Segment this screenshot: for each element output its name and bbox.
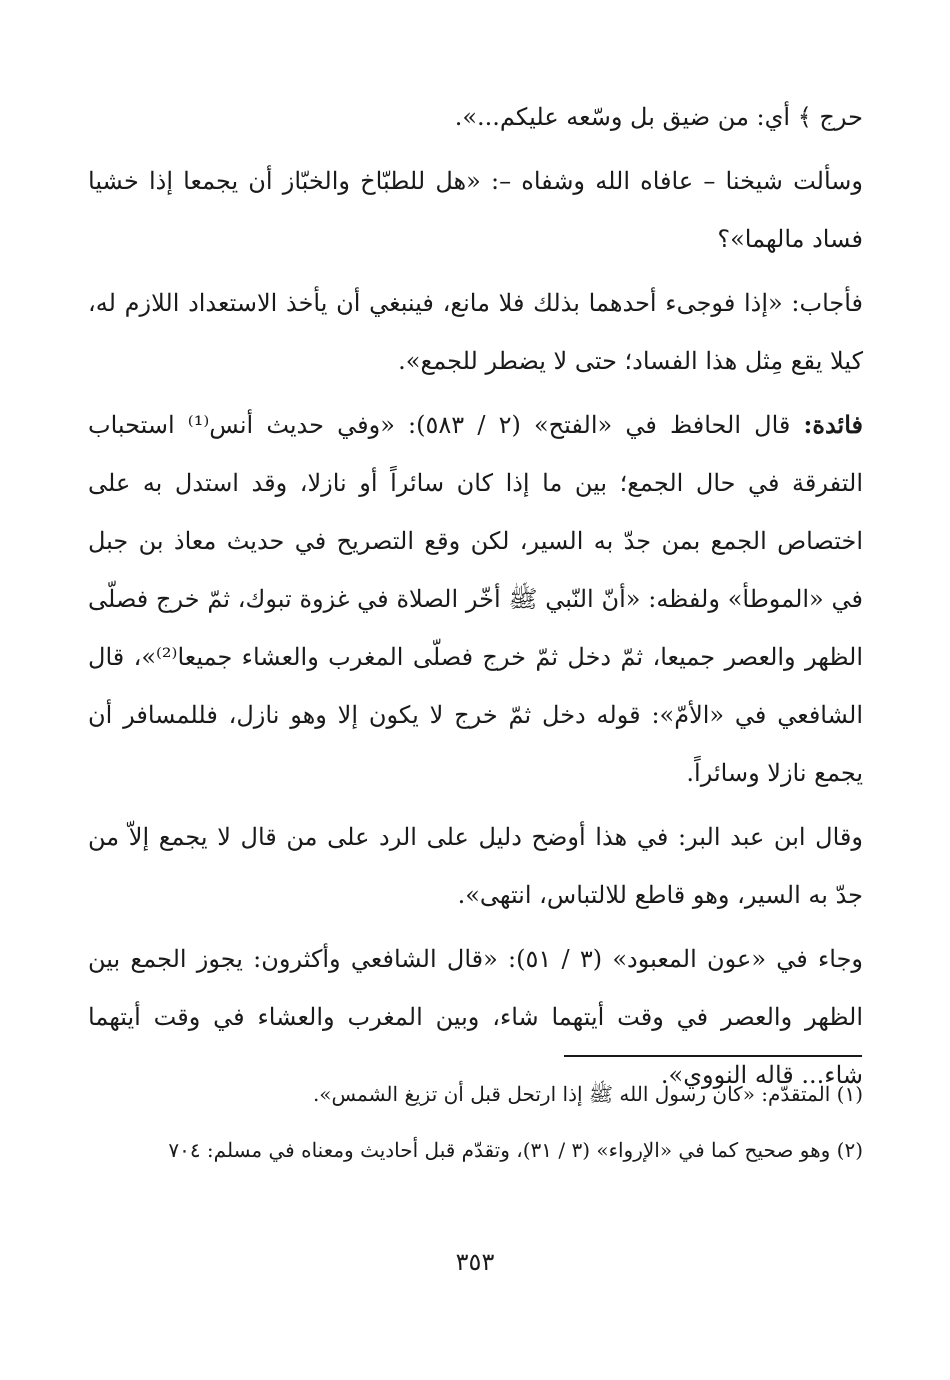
paragraph-6-text: وجاء في «عون المعبود» (٣ / ٥١): «قال الشافعي وأكثرون: يجوز الجمع بين الظهر والعصر في وقت أيتهما شاء، وبين المغرب والعشاء في وقت أيتهما شاء... قاله النووي». bbox=[88, 945, 864, 1089]
paragraph-3-text: فأجاب: «إذا فوجىء أحدهما بذلك فلا مانع، فينبغي أن يأخذ الاستعداد اللازم له، كيلا يقع مِثل هذا الفساد؛ حتى لا يضطر للجمع». bbox=[88, 289, 863, 375]
paragraph-2 bbox=[88, 152, 863, 268]
page-number: ٣٥٣ bbox=[455, 1248, 495, 1276]
paragraph-2-text: وسألت شيخنا – عافاه الله وشفاه –: «هل للطبّاخ والخبّاز أن يجمعا إذا خشيا فساد مالهما»؟ bbox=[88, 167, 863, 253]
paragraph-4-lead: فائدة: bbox=[803, 410, 864, 439]
footnote-1: (١) المتقدّم: «كان رسول الله ﷺ إذا ارتحل قبل أن تزيغ الشمس». bbox=[312, 1082, 863, 1106]
paragraph-4-text: قال الحافظ في «الفتح» (٢ / ٥٨٣): «وفي حديث أنس⁽¹⁾ استحباب التفرقة في حال الجمع؛ بين ما إذا كان سائراً أو نازلا، وقد استدل به على اختصاص الجمع بمن جدّ به السير، لكن وقع التصريح في حديث معاذ بن جبل في «الموطأ» ولفظه: «أنّ النّبي ﷺ أخّر الصلاة في غزوة تبوك، ثمّ خرج فصلّى الظهر والعصر جميعا، ثمّ دخل ثمّ خرج فصلّى المغرب والعشاء جميعا⁽²⁾»، قال الشافعي في «الأمّ»: قوله دخل ثمّ خرج لا يكون إلا وهو نازل، فللمسافر أن يجمع نازلا وسائراً. bbox=[88, 411, 863, 787]
paragraph-1 bbox=[88, 88, 863, 146]
paragraph-4 bbox=[88, 396, 863, 802]
paragraph-5-text: وقال ابن عبد البر: في هذا أوضح دليل على الرد على من قال لا يجمع إلاّ من جدّ به السير، وهو قاطع للالتباس، انتهى». bbox=[88, 823, 863, 909]
footnote-2: (٢) وهو صحيح كما في «الإرواء» (٣ / ٣١)، وتقدّم قبل أحاديث ومعناه في مسلم: ٧٠٤ bbox=[168, 1138, 863, 1162]
paragraph-3 bbox=[88, 274, 863, 390]
paragraph-1-text: حرج ﴾ أي: من ضيق بل وسّعه عليكم...». bbox=[454, 103, 863, 131]
footnotes bbox=[88, 1068, 863, 1180]
footnote-divider bbox=[564, 1055, 862, 1057]
paragraph-5 bbox=[88, 808, 863, 924]
page-body bbox=[88, 88, 863, 1110]
